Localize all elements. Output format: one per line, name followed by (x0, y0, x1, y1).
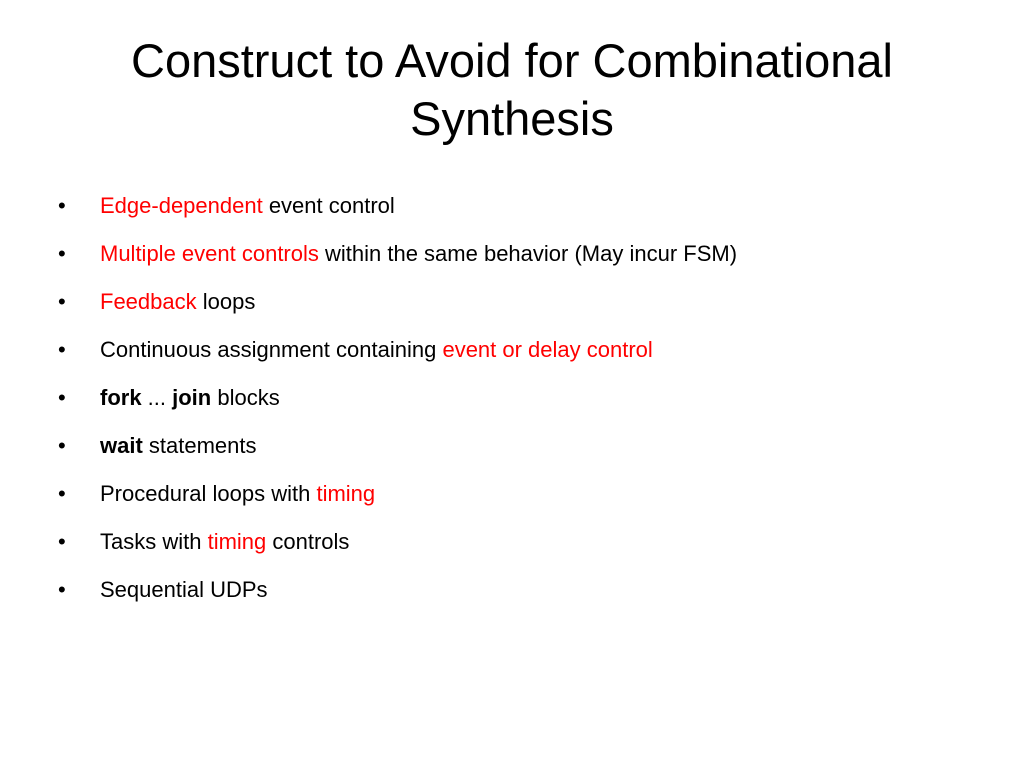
bullet-item (56, 520, 976, 568)
bullet-icon: • (58, 529, 66, 554)
slide-title-line-1: Construct to Avoid for Combinational (131, 34, 893, 87)
bullet-text: event control (262, 193, 395, 218)
bullet-item (56, 472, 976, 520)
bullet-text: Tasks with (100, 529, 208, 554)
bullet-item (56, 232, 976, 280)
bullet-item (56, 280, 976, 328)
bullet-text: within the same behavior (May incur FSM) (318, 241, 738, 266)
bullet-item (56, 424, 976, 472)
bullet-icon: • (58, 241, 66, 266)
bullet-text: controls (266, 529, 350, 554)
bullet-text: blocks (211, 385, 280, 410)
bullet-icon: • (58, 385, 66, 410)
bullet-text: Continuous assignment containing (100, 337, 443, 362)
bullet-highlight: timing (316, 481, 376, 506)
bullet-highlight: Multiple event controls (100, 241, 319, 266)
bullet-item (56, 568, 976, 616)
bullet-highlight: Feedback (100, 289, 197, 314)
bullet-text: loops (196, 289, 256, 314)
bullet-highlight: event or delay control (442, 337, 653, 362)
bullet-icon: • (58, 193, 66, 218)
bullet-icon: • (58, 289, 66, 314)
bullet-keyword: fork (100, 385, 142, 410)
bullet-highlight: timing (207, 529, 267, 554)
bullet-text: Sequential UDPs (100, 577, 268, 602)
bullet-icon: • (58, 481, 66, 506)
bullet-keyword: join (172, 385, 212, 410)
slide-title-line-2: Synthesis (410, 92, 614, 145)
bullet-item (56, 184, 976, 232)
bullet-icon: • (58, 337, 66, 362)
bullet-text: Procedural loops with (100, 481, 317, 506)
bullet-keyword: wait (100, 433, 143, 458)
bullet-icon: • (58, 433, 66, 458)
bullet-icon: • (58, 577, 66, 602)
bullet-text: statements (142, 433, 257, 458)
bullet-highlight: Edge-dependent (100, 193, 263, 218)
bullet-item (56, 328, 976, 376)
bullet-list (56, 184, 976, 616)
bullet-text: ... (141, 385, 173, 410)
bullet-item (56, 376, 976, 424)
slide-title (40, 32, 984, 148)
